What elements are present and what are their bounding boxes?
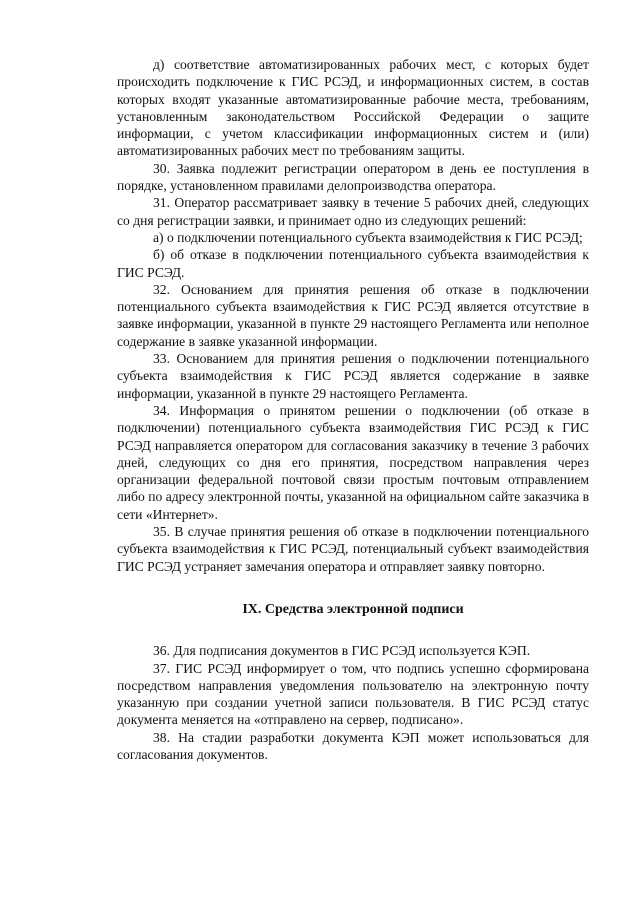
paragraph-38: 38. На стадии разработки документа КЭП может использоваться для согласования документов.	[117, 729, 589, 762]
paragraph-33: 33. Основанием для принятия решения о подключении потенциального субъекта взаимодействия к ГИС РСЭД является содержание в заявке информации, указанной в пункте 29 настоящего Регламента.	[117, 351, 589, 401]
paragraph-35: 35. В случае принятия решения об отказе в подключении потенциального субъекта взаимодействия к ГИС РСЭД, потенциальный субъект взаимодействия ГИС РСЭД устраняет замечания оператора и отправляет заявку повторно.	[117, 524, 589, 574]
paragraph-item-d: д) соответствие автоматизированных рабочих мест, с которых будет происходить подключение к ГИС РСЭД, и информационных систем, в состав которых входят указанные автоматизированные рабочие места, требованиям, установленным законодательством Российской Федерации о защите информации, с учетом классификации информационных систем и (или) автоматизированных рабочих мест по требованиям защиты.	[117, 57, 589, 159]
paragraph-31-b: б) об отказе в подключении потенциального субъекта взаимодействия к ГИС РСЭД.	[117, 247, 589, 280]
paragraph-31-a: а) о подключении потенциального субъекта взаимодействия к ГИС РСЭД;	[153, 229, 583, 245]
paragraph-31: 31. Оператор рассматривает заявку в течение 5 рабочих дней, следующих со дня регистрации заявки, и принимает одно из следующих решений:	[117, 195, 589, 228]
paragraph-30: 30. Заявка подлежит регистрации оператором в день ее поступления в порядке, установленном правилами делопроизводства оператора.	[117, 160, 589, 194]
paragraph-37: 37. ГИС РСЭД информирует о том, что подпись успешно сформирована посредством направления уведомления пользователю на электронную почту указанную при создании учетной записи пользователя. В ГИС РСЭД статус документа меняется на «отправлено на сервер, подписано».	[117, 660, 589, 728]
section-heading: IX. Средства электронной подписи	[242, 601, 464, 617]
paragraph-36: 36. Для подписания документов в ГИС РСЭД используется КЭП.	[153, 643, 531, 659]
paragraph-34: 34. Информация о принятом решении о подключении (об отказе в подключении) потенциального субъекта взаимодействия ГИС РСЭД к ГИС РСЭД направляется оператором для согласования заказчику в течение 3 рабочих дней, следующих со дня его принятия, посредством направления через организации федеральной почтовой связи простым почтовым отправлением либо по адресу электронной почты, указанной на официальном сайте заказчика в сети «Интернет».	[117, 402, 589, 522]
document-body	[117, 56, 589, 763]
paragraph-32: 32. Основанием для принятия решения об отказе в подключении потенциального субъекта взаимодействия к ГИС РСЭД является отсутствие в заявке информации, указанной в пункте 29 настоящего Регламента или неполное содержание в заявке указанной информации.	[117, 281, 589, 349]
